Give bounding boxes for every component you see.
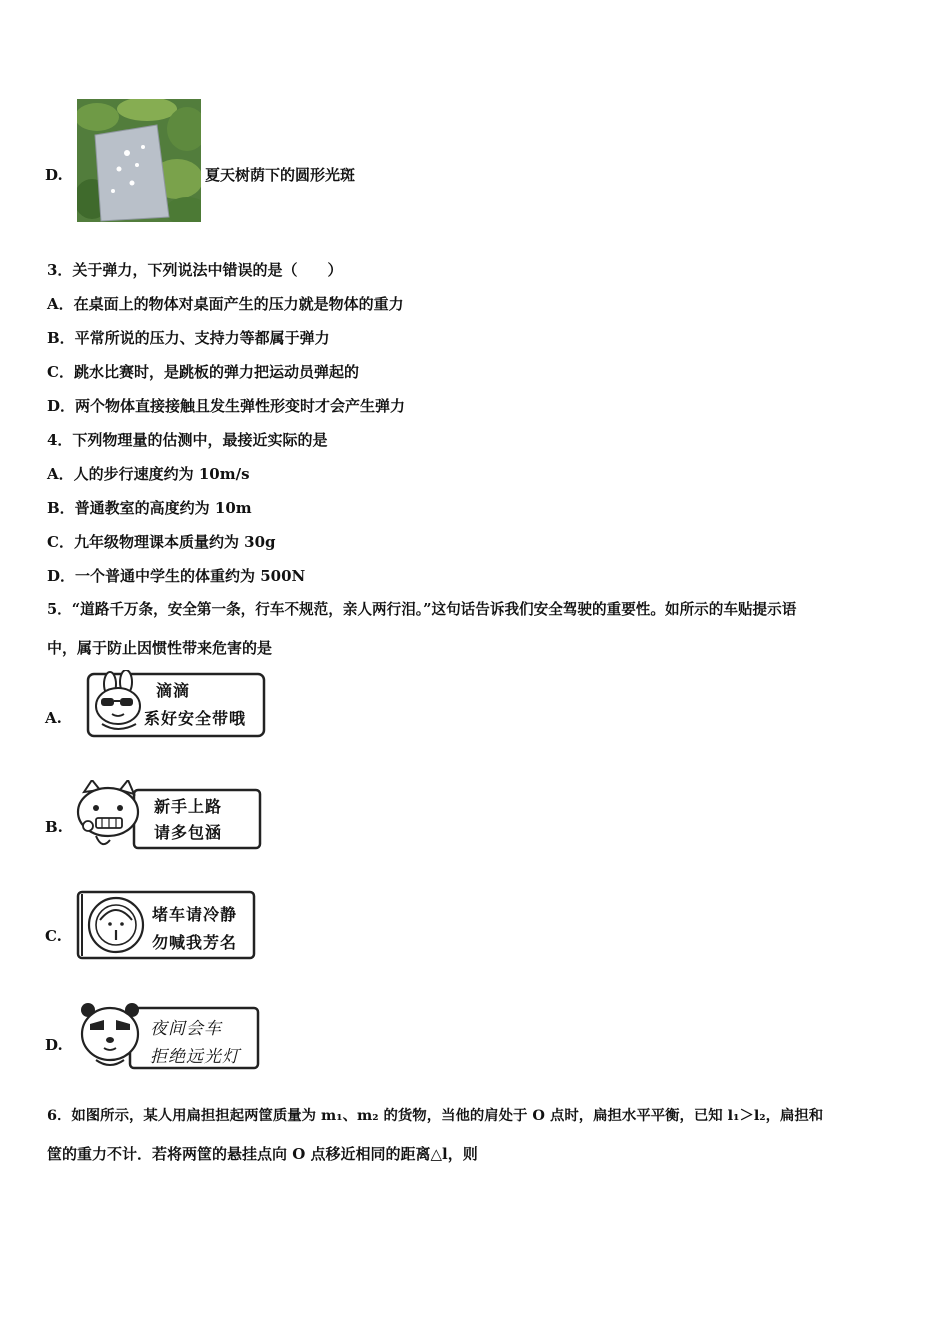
q3-option-c: C．跳水比赛时，是跳板的弹力把运动员弹起的 [47,363,359,381]
q5-stem-line1: 5．“道路千万条，安全第一条，行车不规范，亲人两行泪。”这句话告诉我们安全驾驶的重要性。如所示的车贴提示语 [47,601,797,618]
q5-stem-line2: 中，属于防止因惯性带来危害的是 [47,639,273,657]
q5-option-b-letter: B. [45,818,63,836]
sticker-new-driver-line2: 请多包涵 [154,823,223,842]
sticker-seatbelt-line2: 系好安全带哦 [144,709,247,728]
q2-option-d-caption: 夏天树荫下的圆形光斑 [205,166,356,184]
q3-option-d: D．两个物体直接接触且发生弹性形变时才会产生弹力 [47,397,406,415]
q4-option-b: B．普通教室的高度约为 10m [47,499,252,517]
q6-stem-line1: 6．如图所示，某人用扁担担起两筐质量为 m₁、m₂ 的货物，当他的肩处于 O 点时，扁担水平平衡，已知 l₁＞l₂，扁担和 [47,1107,824,1124]
sticker-traffic-jam [76,890,258,962]
sticker-seatbelt [82,670,268,740]
sticker-high-beam [78,1000,262,1072]
q3-option-b: B．平常所说的压力、支持力等都属于弹力 [47,329,330,347]
q2-option-d-letter: D. [45,166,63,184]
sticker-high-beam-line2: 拒绝远光灯 [150,1047,240,1067]
sticker-traffic-jam-line1: 堵车请冷静 [152,905,238,924]
sticker-traffic-jam-line2: 勿喊我芳名 [152,933,238,952]
sticker-seatbelt-line1: 滴滴 [156,681,191,700]
q4-option-a: A．人的步行速度约为 10m/s [47,465,250,483]
q5-option-a-letter: A. [45,709,62,727]
q4-option-d: D．一个普通中学生的体重约为 500N [47,567,306,585]
q3-stem: 3．关于弹力，下列说法中错误的是（ ） [47,261,343,279]
q3-option-a: A．在桌面上的物体对桌面产生的压力就是物体的重力 [47,295,404,313]
tree-shade-photo [77,99,201,222]
q4-stem: 4．下列物理量的估测中，最接近实际的是 [47,431,328,449]
sticker-new-driver [74,780,264,852]
sticker-high-beam-line1: 夜间会车 [150,1019,222,1039]
sticker-new-driver-line1: 新手上路 [154,797,223,816]
q6-stem-line2: 筐的重力不计．若将两筐的悬挂点向 O 点移近相同的距离△l，则 [47,1145,478,1163]
q5-option-d-letter: D. [45,1036,63,1054]
q4-option-c: C．九年级物理课本质量约为 30g [47,533,276,551]
q5-option-c-letter: C. [45,927,62,945]
